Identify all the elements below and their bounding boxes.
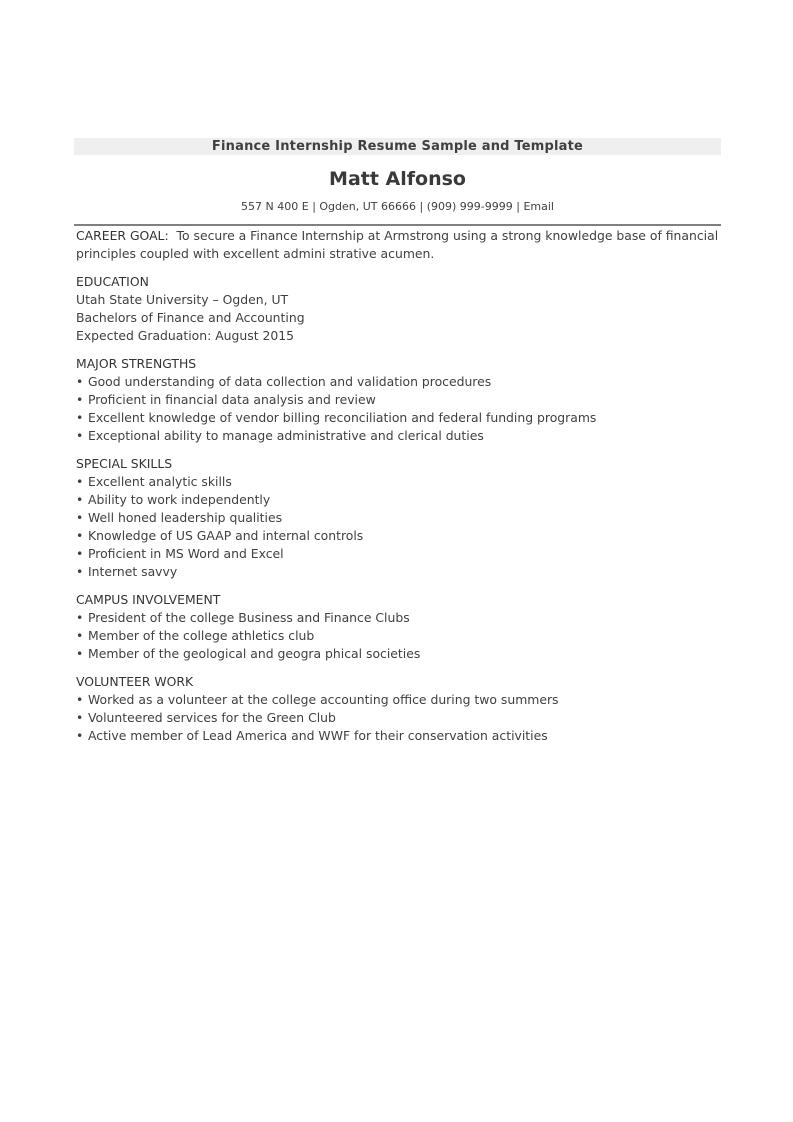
bullet-icon: • [76,610,84,625]
candidate-name: Matt Alfonso [329,168,466,190]
special-skills-title: SPECIAL SKILLS [76,456,173,471]
bullet-icon: • [76,646,84,661]
list-item [76,609,721,627]
list-item-text: Worked as a volunteer at the college accounting office during two summers [88,692,559,707]
education-line: Utah State University – Ogden, UT [76,292,289,307]
bullet-icon: • [76,510,84,525]
list-item [76,645,721,663]
campus-involvement-list [76,609,721,663]
list-item [76,727,721,745]
list-item-text: Excellent analytic skills [88,474,232,489]
list-item [76,545,721,563]
list-item [76,473,721,491]
education-line: Expected Graduation: August 2015 [76,328,295,343]
resume-content [74,227,721,745]
career-goal-label: CAREER GOAL: [76,228,169,243]
special-skills-section [76,455,721,581]
list-item [76,509,721,527]
education-section [76,273,721,345]
bullet-icon: • [76,628,84,643]
list-item [76,691,721,709]
document-title-banner [74,138,721,155]
list-item-text: Volunteered services for the Green Club [88,710,336,725]
list-item [76,427,721,445]
career-goal [76,227,721,263]
list-item-text: Exceptional ability to manage administrative and clerical duties [88,428,484,443]
list-item [76,373,721,391]
bullet-icon: • [76,374,84,389]
bullet-icon: • [76,564,84,579]
list-item-text: Member of the college athletics club [88,628,315,643]
major-strengths-section [76,355,721,445]
document-title: Finance Internship Resume Sample and Template [211,139,584,154]
bullet-icon: • [76,410,84,425]
contact-info: 557 N 400 E | Ogden, UT 66666 | (909) 999-9999 | Email [241,200,554,213]
list-item-text: Well honed leadership qualities [88,510,283,525]
major-strengths-title: MAJOR STRENGTHS [76,356,197,371]
list-item-text: Knowledge of US GAAP and internal controls [88,528,364,543]
bullet-icon: • [76,546,84,561]
bullet-icon: • [76,528,84,543]
bullet-icon: • [76,392,84,407]
volunteer-work-list [76,691,721,745]
bullet-icon: • [76,728,84,743]
bullet-icon: • [76,692,84,707]
bullet-icon: • [76,710,84,725]
campus-involvement-title: CAMPUS INVOLVEMENT [76,592,221,607]
career-goal-text: To secure a Finance Internship at Armstrong using a strong knowledge base of financial principles coupled with excellent admini strative acumen. [76,228,719,261]
volunteer-work-title: VOLUNTEER WORK [76,674,194,689]
special-skills-list [76,473,721,581]
major-strengths-list [76,373,721,445]
list-item-text: Active member of Lead America and WWF for their conservation activities [88,728,548,743]
resume-page [74,138,721,745]
list-item [76,527,721,545]
list-item-text: Excellent knowledge of vendor billing reconciliation and federal funding programs [88,410,597,425]
campus-involvement-section [76,591,721,663]
list-item [76,491,721,509]
list-item [76,409,721,427]
list-item [76,627,721,645]
list-item-text: Internet savvy [88,564,178,579]
list-item-text: President of the college Business and Finance Clubs [88,610,410,625]
bullet-icon: • [76,428,84,443]
education-line: Bachelors of Finance and Accounting [76,310,305,325]
education-title: EDUCATION [76,274,149,289]
list-item-text: Good understanding of data collection and validation procedures [88,374,492,389]
list-item-text: Member of the geological and geogra phical societies [88,646,421,661]
list-item [76,563,721,581]
list-item-text: Ability to work independently [88,492,271,507]
list-item [76,709,721,727]
header-divider [74,224,721,226]
list-item-text: Proficient in MS Word and Excel [88,546,284,561]
list-item-text: Proficient in financial data analysis and review [88,392,376,407]
list-item [76,391,721,409]
bullet-icon: • [76,492,84,507]
bullet-icon: • [76,474,84,489]
volunteer-work-section [76,673,721,745]
